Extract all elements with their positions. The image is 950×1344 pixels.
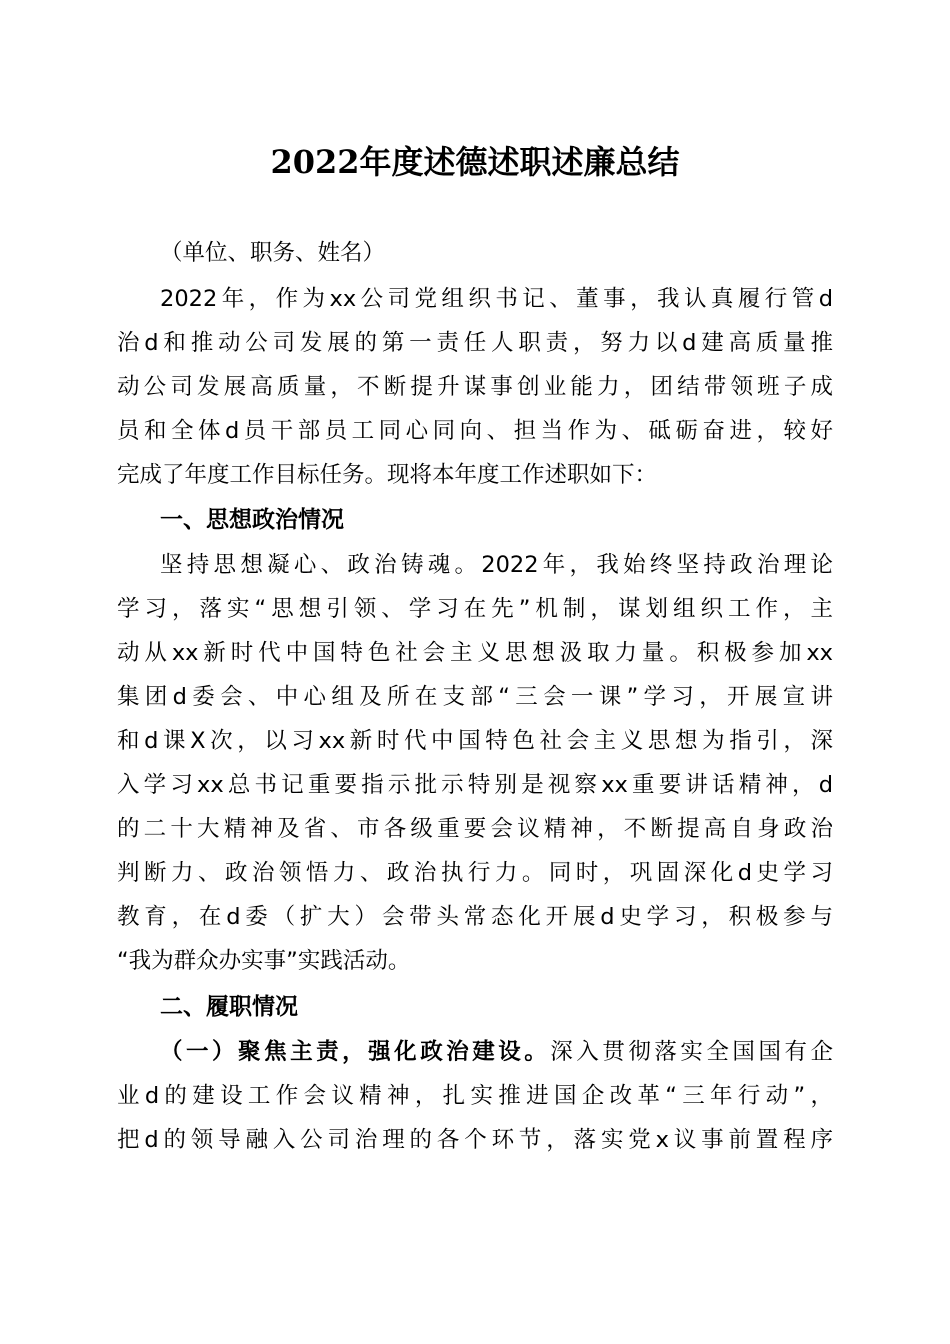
- author-info-placeholder: （单位、职务、姓名）: [160, 240, 386, 266]
- subsection-first-line-rest: 深入贯彻落实全国国有企: [550, 1039, 833, 1065]
- section-paragraph-line: 集团d委会、中心组及所在支部“三会一课”学习，开展宣讲: [117, 684, 833, 710]
- intro-paragraph-line: 2022年，作为xx公司党组织书记、董事，我认真履行管d: [160, 286, 833, 312]
- intro-paragraph-line: 员和全体d员干部员工同心同向、担当作为、砥砺奋进，较好: [117, 418, 833, 444]
- intro-paragraph-line: 完成了年度工作目标任务。现将本年度工作述职如下：: [117, 462, 658, 488]
- section-paragraph-line: 教育，在d委（扩大）会带头常态化开展d史学习，积极参与: [117, 904, 833, 930]
- intro-paragraph-line: 治d和推动公司发展的第一责任人职责，努力以d建高质量推: [117, 330, 833, 356]
- section-paragraph-line: 入学习xx总书记重要指示批示特别是视察xx重要讲话精神，d: [117, 772, 833, 798]
- intro-paragraph-line: 动公司发展高质量，不断提升谋事创业能力，团结带领班子成: [117, 374, 833, 400]
- document-title: 2022年度述德述职述廉总结: [270, 143, 680, 181]
- subsection-first-line: [160, 1037, 833, 1067]
- section-paragraph-line: 判断力、政治领悟力、政治执行力。同时，巩固深化d史学习: [117, 860, 833, 886]
- section-paragraph-line: 业d的建设工作会议精神，扎实推进国企改革“三年行动”，: [117, 1083, 833, 1109]
- section-heading-duties: 二、履职情况: [160, 994, 298, 1020]
- section-paragraph-line: 把d的领导融入公司治理的各个环节，落实党x议事前置程序: [117, 1127, 833, 1153]
- section-paragraph-line: 的二十大精神及省、市各级重要会议精神，不断提高自身政治: [117, 816, 833, 842]
- subsection-lead: （一）聚焦主责，强化政治建设。: [160, 1039, 551, 1065]
- section-paragraph-line: 和d课X次，以习xx新时代中国特色社会主义思想为指引，深: [117, 728, 833, 754]
- section-paragraph-line: 坚持思想凝心、政治铸魂。2022年，我始终坚持政治理论: [160, 552, 833, 578]
- section-paragraph-line: 学习，落实“思想引领、学习在先”机制，谋划组织工作，主: [117, 596, 833, 622]
- section-heading-ideology: 一、思想政治情况: [160, 507, 344, 533]
- section-paragraph-line: 动从xx新时代中国特色社会主义思想汲取力量。积极参加xx: [117, 640, 833, 666]
- section-paragraph-line: “我为群众办实事”实践活动。: [117, 948, 411, 974]
